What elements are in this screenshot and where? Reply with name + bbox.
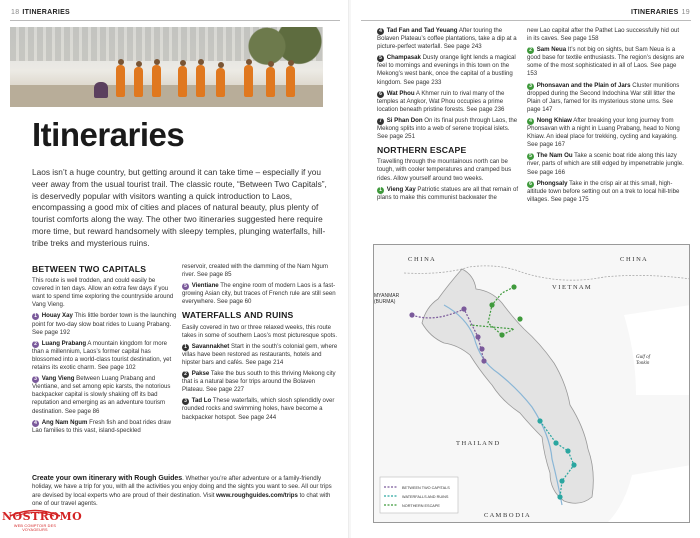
photo-monk (196, 65, 205, 97)
marker-houay-xay (409, 312, 414, 317)
stop-number-badge: 6 (377, 91, 384, 98)
marker-champasak (559, 478, 564, 483)
nostromo-logo (2, 507, 83, 537)
marker-vang-vieng (475, 334, 480, 339)
stop-name: Phongsaly (536, 179, 568, 187)
section-heading-northern-escape: NORTHERN ESCAPE (377, 145, 467, 156)
marker-si-phan-don (557, 494, 562, 499)
waterfalls-lead: Easily covered in two or three relaxed weeks, this route takes in some of southern Laos’s most picturesque spots. (182, 323, 338, 339)
promo-text-2: to chat with one of our travel agents. (32, 491, 331, 507)
stop-text: These waterfalls, which slosh splendidly over rounded rocks and swimming holes, have become a backpacker hotspot. See page 244 (182, 397, 335, 421)
marker-savannakhet (537, 418, 542, 423)
waterfalls-stop-4 (377, 27, 521, 51)
between-stop-4-continued: reservoir, created with the damming of the Nam Ngum river. See page 85 (182, 263, 328, 279)
stop-number-badge: 7 (377, 118, 384, 125)
stop-number-badge: 3 (32, 376, 39, 383)
stop-text: Start in the south’s colonial gem, where villas have been restored as restaurants, hotels and hipster bars and cafés. See page 214 (182, 342, 338, 366)
promo-link[interactable]: www.roughguides.com/trips (216, 491, 298, 499)
stop-text: After breaking your long journey from Phonsavan with a night in Luang Prabang, head to Nong Khiaw. An ideal place for trekking, cycling and kayaking. See page 167 (527, 116, 680, 149)
right-column-2 (527, 27, 685, 207)
itinerary-map (373, 244, 690, 523)
left-column-2 (182, 263, 338, 425)
map-label-china-right: C H I N A (620, 256, 647, 263)
intro-paragraph: Laos isn’t a huge country, but getting around it can take time – especially if you veer away from the usual tourist trail. The classic route, “Between Two Capitals”, is deservedly popular with visitors wanting a quick introduction to Laos, encompassing a good mix of cities and places of natural beauty, plus plenty of tourist comforts along the way. The other two itineraries suggested here require more time, but reward handsomely with sleepy temples, plunging waterfalls, hill-tribe treks and mysterious ruins. (32, 167, 327, 248)
running-head-left (11, 9, 70, 16)
north-stop-5 (527, 152, 685, 176)
map-label-cambodia: C A M B O D I A (484, 512, 530, 519)
marker-luang-prabang (461, 306, 466, 311)
stop-number-badge: 2 (182, 371, 189, 378)
logo-tagline: WEB COMPTOIR DES VOYAGEURS (13, 524, 57, 532)
stop-text: Between Luang Prabang and Vientiane, and set among epic karsts, the notorious backpacker capital is slowly shaking off its bad reputation and emerging as an adventure tourism destination. See page 86 (32, 375, 171, 415)
running-head-right (631, 9, 690, 16)
map-legend (380, 477, 458, 513)
stop-name: Vientiane (191, 282, 219, 290)
running-head-right-text: ITINERARIES (630, 9, 679, 16)
stop-number-badge: 1 (377, 187, 384, 194)
north-stop-6 (527, 180, 685, 204)
waterfalls-stop-7 (377, 117, 521, 141)
photo-monk (286, 66, 295, 97)
stop-text: This little border town is the launching point for two-day slow boat rides to Luang Prabang. See page 192 (32, 312, 177, 336)
between-stop-4 (32, 419, 178, 435)
stop-name: Sam Neua (536, 46, 567, 54)
marker-phonsavan (499, 332, 504, 337)
monks-photo (10, 27, 323, 107)
stop-name: Vang Vieng (41, 375, 75, 383)
top-rule-right (361, 20, 691, 21)
right-column-1 (377, 27, 521, 205)
stop-number-badge: 5 (377, 55, 384, 62)
stop-name: Nong Khiaw (536, 116, 572, 124)
stop-number-badge: 3 (182, 398, 189, 405)
stop-text: After touring the Bolaven Plateau’s coffee plantations, take a dip at a picture-perfect waterfall. See page 243 (377, 27, 517, 51)
stop-number-badge: 4 (32, 420, 39, 427)
stop-name: Champasak (386, 54, 421, 62)
waterfalls-stop-6 (377, 90, 521, 114)
stop-name: Phonsavan and the Plain of Jars (536, 81, 631, 89)
stop-text: Fresh fish and boat rides draw Lao families to this vast, island-speckled (32, 418, 172, 434)
stop-name: The Nam Ou (536, 152, 573, 160)
page-number-right: 19 (681, 9, 690, 16)
photo-monk (178, 66, 187, 97)
promo-text-1: . Whether you’re after adventure or a family-friendly holiday, we have a trip for you, with all the activities you enjoy doing and the sights you want to see. All our trips are devised by local experts who are proud of their destination. Visit (32, 475, 332, 499)
photo-monk (266, 67, 275, 97)
north-stop-2 (527, 46, 685, 78)
stop-text: A Khmer ruin to rival many of the temples at Angkor, Wat Phou occupies a prime location beneath pristine forests. See page 236 (377, 89, 505, 113)
stop-name: Savannakhet (191, 342, 230, 350)
stop-name: Tad Lo (191, 397, 212, 405)
photo-monk (134, 67, 143, 97)
stop-text: A mountain kingdom for more than a millennium, Laos’s former capital has blossomed into a world-class tourist destination, yet retains its exotic charm. See page 102 (32, 339, 172, 372)
stop-name: Wat Phou (386, 89, 415, 97)
north-stop-4 (527, 117, 685, 149)
north-stop-1 (377, 186, 521, 202)
stop-number-badge: 5 (182, 283, 189, 290)
waterfalls-stop-5 (377, 54, 521, 86)
page-number-left: 18 (11, 9, 20, 16)
marker-sam-neua (517, 316, 522, 321)
between-lead: This route is well trodden, and could easily be covered in ten days. Allow an extra few days if you want to spend time exploring the countryside around Vang Vieng. (32, 277, 174, 309)
between-stop-5 (182, 282, 338, 306)
stop-text: Take a scenic boat ride along this lazy river, parts of which are still edged by impenetrable jungle. See page 166 (527, 152, 684, 176)
section-heading-between-two-capitals: BETWEEN TWO CAPITALS (32, 264, 147, 274)
stop-text: The engine room of modern Laos is a fast-growing Asian city, but traces of French rule are still seen everywhere. See page 60 (182, 282, 336, 306)
legend-label-waterfalls: WATERFALLS AND RUINS (402, 495, 449, 499)
stop-number-badge: 1 (182, 344, 189, 351)
map-label-myanmar: MYANMAR (BURMA) (374, 293, 400, 305)
stop-number-badge: 3 (527, 83, 534, 90)
stop-name: Houay Xay (41, 312, 73, 320)
top-rule-left (10, 20, 340, 21)
photo-monk (152, 65, 161, 97)
stop-number-badge: 6 (527, 181, 534, 188)
marker-tad-lo (571, 462, 576, 467)
stop-text: Take in the crisp air at this small, high-altitude town before setting out on a trek to local hill-tribe villages. See page 175 (527, 179, 680, 203)
between-stop-1 (32, 312, 178, 336)
north-stop-1-continued: new Lao capital after the Pathet Lao successfully hid out in its caves. See page 158 (527, 27, 680, 43)
logo-name: NOSTROMO (2, 510, 83, 523)
rough-guides-promo (32, 475, 342, 508)
map-label-china-left: C H I N A (408, 256, 435, 263)
waterfalls-stop-1 (182, 343, 338, 367)
stop-text: Patriotic statues are all that remain of plans to make this communist backwater the (377, 185, 519, 201)
map-label-gulf-of-tonkin: Gulf of Tonkin (636, 355, 651, 366)
left-page (0, 0, 349, 538)
stop-name: Ang Nam Ngum (41, 418, 88, 426)
map-label-vietnam: V I E T N A M (552, 284, 591, 291)
photo-monk (216, 68, 225, 97)
stop-number-badge: 2 (32, 341, 39, 348)
photo-monk (116, 65, 125, 97)
map-canvas (374, 245, 690, 523)
stop-name: Vieng Xay (386, 185, 416, 193)
between-stop-2 (32, 340, 178, 372)
waterfalls-stop-2 (182, 370, 338, 394)
photo-ground (10, 85, 323, 107)
stop-number-badge: 4 (377, 28, 384, 35)
north-stop-3 (527, 82, 685, 114)
waterfalls-stop-3 (182, 397, 338, 421)
stop-name: Luang Prabang (41, 339, 87, 347)
stop-number-badge: 4 (527, 118, 534, 125)
stop-text: It’s not big on sights, but Sam Neua is a good base for textile enthusiasts. The region’s designs are some of the most sophisticated in all of Laos. See page 153 (527, 46, 685, 78)
marker-vientiane (481, 358, 486, 363)
marker-tad-fan (565, 448, 570, 453)
left-column-1 (32, 263, 178, 438)
page-title: Itineraries (32, 116, 185, 153)
map-label-thailand: T H A I L A N D (456, 440, 500, 447)
marker-nong-khiaw (489, 302, 494, 307)
marker-phongsaly (511, 284, 516, 289)
stop-number-badge: 2 (527, 47, 534, 54)
stop-text: On its final push through Laos, the Mekong splits into a web of serene tropical islets. See page 251 (377, 116, 518, 141)
stop-name: Pakse (191, 370, 210, 378)
stop-number-badge: 1 (32, 313, 39, 320)
north-lead: Travelling through the mountainous north can be tough, with cooler temperatures and cramped bus rides. Allow yourself around two weeks. (377, 158, 512, 182)
stop-number-badge: 5 (527, 153, 534, 160)
legend-label-northern: NORTHERN ESCAPE (402, 504, 440, 508)
stop-name: Si Phan Don (386, 116, 423, 124)
marker-ang-nam-ngum (479, 346, 484, 351)
stop-text: Take the bus south to this thriving Mekong city that is a natural base for trips around the Bolaven Plateau. See page 227 (182, 370, 336, 394)
photo-monk (244, 65, 253, 97)
stop-text: Dusty orange light lends a magical feel to mornings and evenings in this town on the Mekong’s west bank, once the capital of a bustling kingdom. See page 233 (377, 54, 516, 86)
stop-text: Cluster munitions dropped during the Second Indochina War still litter the Plain of Jars, famed for its mysterious stone urns. See page 147 (527, 81, 680, 113)
legend-label-between: BETWEEN TWO CAPITALS (402, 486, 450, 490)
promo-heading: Create your own itinerary with Rough Guides (32, 475, 183, 482)
marker-pakse (553, 440, 558, 445)
photo-trees (243, 27, 323, 75)
between-stop-3 (32, 375, 178, 415)
running-head-left-text: ITINERARIES (22, 9, 71, 16)
section-heading-waterfalls-and-ruins: WATERFALLS AND RUINS (182, 310, 294, 321)
photo-kneeling-woman (94, 82, 108, 98)
stop-name: Tad Fan and Tad Yeuang (386, 27, 458, 34)
